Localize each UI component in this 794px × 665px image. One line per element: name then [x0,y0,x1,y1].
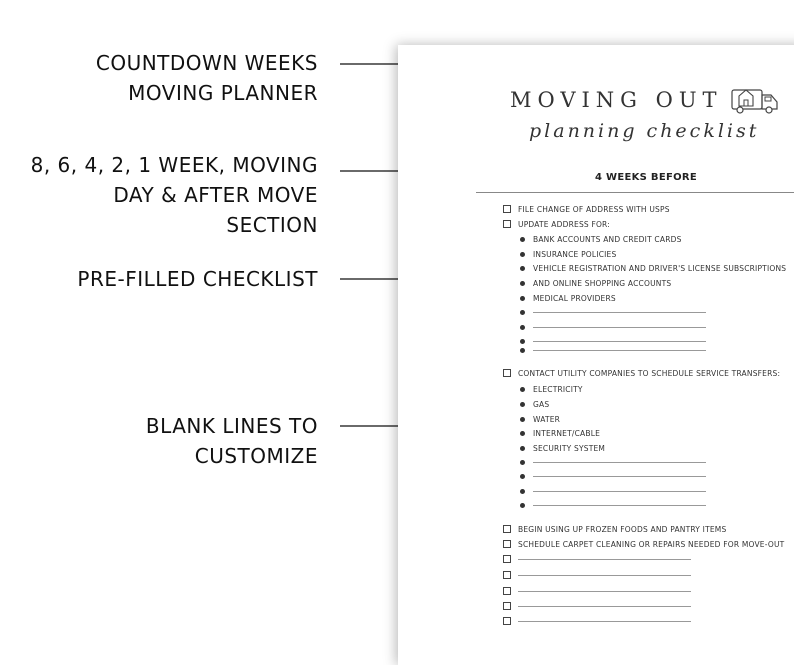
bullet-icon [520,417,525,422]
bullet-icon [520,431,525,436]
callout-line: MOVING PLANNER [128,81,318,105]
checklist-item[interactable] [503,203,670,215]
checklist-item[interactable] [503,367,780,379]
bullet-item [520,427,600,439]
checkbox-icon[interactable] [503,205,511,213]
bullet-icon [520,310,525,315]
checklist-item[interactable] [503,523,726,535]
bullet-icon [520,402,525,407]
blank-line[interactable] [533,341,706,342]
blank-line[interactable] [533,327,706,328]
callout-prefilled [77,264,318,294]
blank-line[interactable] [533,476,706,477]
blank-line[interactable] [518,606,691,607]
checkbox-icon[interactable] [503,555,511,563]
callout-line: BLANK LINES TO [145,414,318,438]
bullet-item [520,262,786,274]
blank-checklist-line[interactable] [503,553,691,565]
bullet-item [520,442,605,454]
checklist-item[interactable] [503,538,784,550]
checklist-item-label: BEGIN USING UP FROZEN FOODS AND PANTRY ITEMS [518,524,727,534]
bullet-icon [520,296,525,301]
moving-truck-icon [729,82,781,120]
bullet-icon [520,489,525,494]
planner-title: MOVING OUT [510,88,723,112]
bullet-item [520,398,549,410]
checkbox-icon[interactable] [503,587,511,595]
bullet-icon [520,252,525,257]
blank-bullet-line[interactable] [520,321,706,333]
callout-blank-lines [146,411,318,471]
bullet-icon [520,446,525,451]
bullet-icon [520,503,525,508]
bullet-icon [520,266,525,271]
callout-sections [31,150,318,240]
bullet-item [520,292,616,304]
bullet-icon [520,281,525,286]
checkbox-icon[interactable] [503,571,511,579]
checkbox-icon[interactable] [503,540,511,548]
checkbox-icon[interactable] [503,525,511,533]
bullet-item [520,277,671,289]
blank-line[interactable] [518,575,691,576]
blank-bullet-line[interactable] [520,499,706,511]
callout-line: CUSTOMIZE [194,444,318,468]
blank-bullet-line[interactable] [520,470,706,482]
blank-line[interactable] [518,621,691,622]
blank-bullet-line[interactable] [520,456,706,468]
bullet-icon [520,325,525,330]
blank-checklist-line[interactable] [503,600,691,612]
checklist-item-label: SCHEDULE CARPET CLEANING OR REPAIRS NEEDED FOR MOVE-OUT [518,539,785,549]
checklist-item-label: UPDATE ADDRESS FOR: [518,219,610,229]
callout-line: PRE-FILLED CHECKLIST [77,267,318,291]
bullet-item [520,248,616,260]
callout-line: 8, 6, 4, 2, 1 WEEK, MOVING [30,153,318,177]
bullet-label: AND ONLINE SHOPPING ACCOUNTS [533,278,672,288]
blank-line[interactable] [533,462,706,463]
blank-bullet-line[interactable] [520,344,706,356]
blank-checklist-line[interactable] [503,569,691,581]
bullet-icon [520,387,525,392]
section-heading: 4 WEEKS BEFORE [594,172,698,183]
bullet-item [520,233,682,245]
section-divider [476,192,794,193]
blank-line[interactable] [533,350,706,351]
bullet-label: INTERNET/CABLE [533,428,601,438]
bullet-icon [520,474,525,479]
checklist-item-label: CONTACT UTILITY COMPANIES TO SCHEDULE SERVICE TRANSFERS: [518,368,781,378]
blank-checklist-line[interactable] [503,585,691,597]
bullet-item [520,413,560,425]
bullet-label: WATER [533,414,561,424]
bullet-label: GAS [533,399,550,409]
callout-line: SECTION [226,213,318,237]
checkbox-icon[interactable] [503,369,511,377]
blank-checklist-line[interactable] [503,615,691,627]
checkbox-icon[interactable] [503,220,511,228]
callout-line: COUNTDOWN WEEKS [95,51,318,75]
bullet-item [520,383,583,395]
bullet-label: BANK ACCOUNTS AND CREDIT CARDS [533,234,682,244]
bullet-label: INSURANCE POLICIES [533,249,617,259]
checklist-item[interactable] [503,218,610,230]
blank-line[interactable] [518,559,691,560]
blank-line[interactable] [533,491,706,492]
bullet-icon [520,339,525,344]
bullet-label: VEHICLE REGISTRATION AND DRIVER'S LICENSE SUBSCRIPTIONS [533,263,787,273]
checkbox-icon[interactable] [503,602,511,610]
blank-line[interactable] [533,505,706,506]
bullet-label: ELECTRICITY [533,384,583,394]
blank-bullet-line[interactable] [520,306,706,318]
bullet-icon [520,460,525,465]
callout-line: DAY & AFTER MOVE [113,183,318,207]
blank-line[interactable] [533,312,706,313]
bullet-label: SECURITY SYSTEM [533,443,606,453]
checkbox-icon[interactable] [503,617,511,625]
bullet-icon [520,237,525,242]
checklist-item-label: FILE CHANGE OF ADDRESS WITH USPS [518,204,670,214]
planner-subtitle: planning checklist [529,120,760,142]
bullet-icon [520,348,525,353]
blank-bullet-line[interactable] [520,485,706,497]
callout-countdown [96,48,318,108]
bullet-label: MEDICAL PROVIDERS [533,293,616,303]
blank-line[interactable] [518,591,691,592]
